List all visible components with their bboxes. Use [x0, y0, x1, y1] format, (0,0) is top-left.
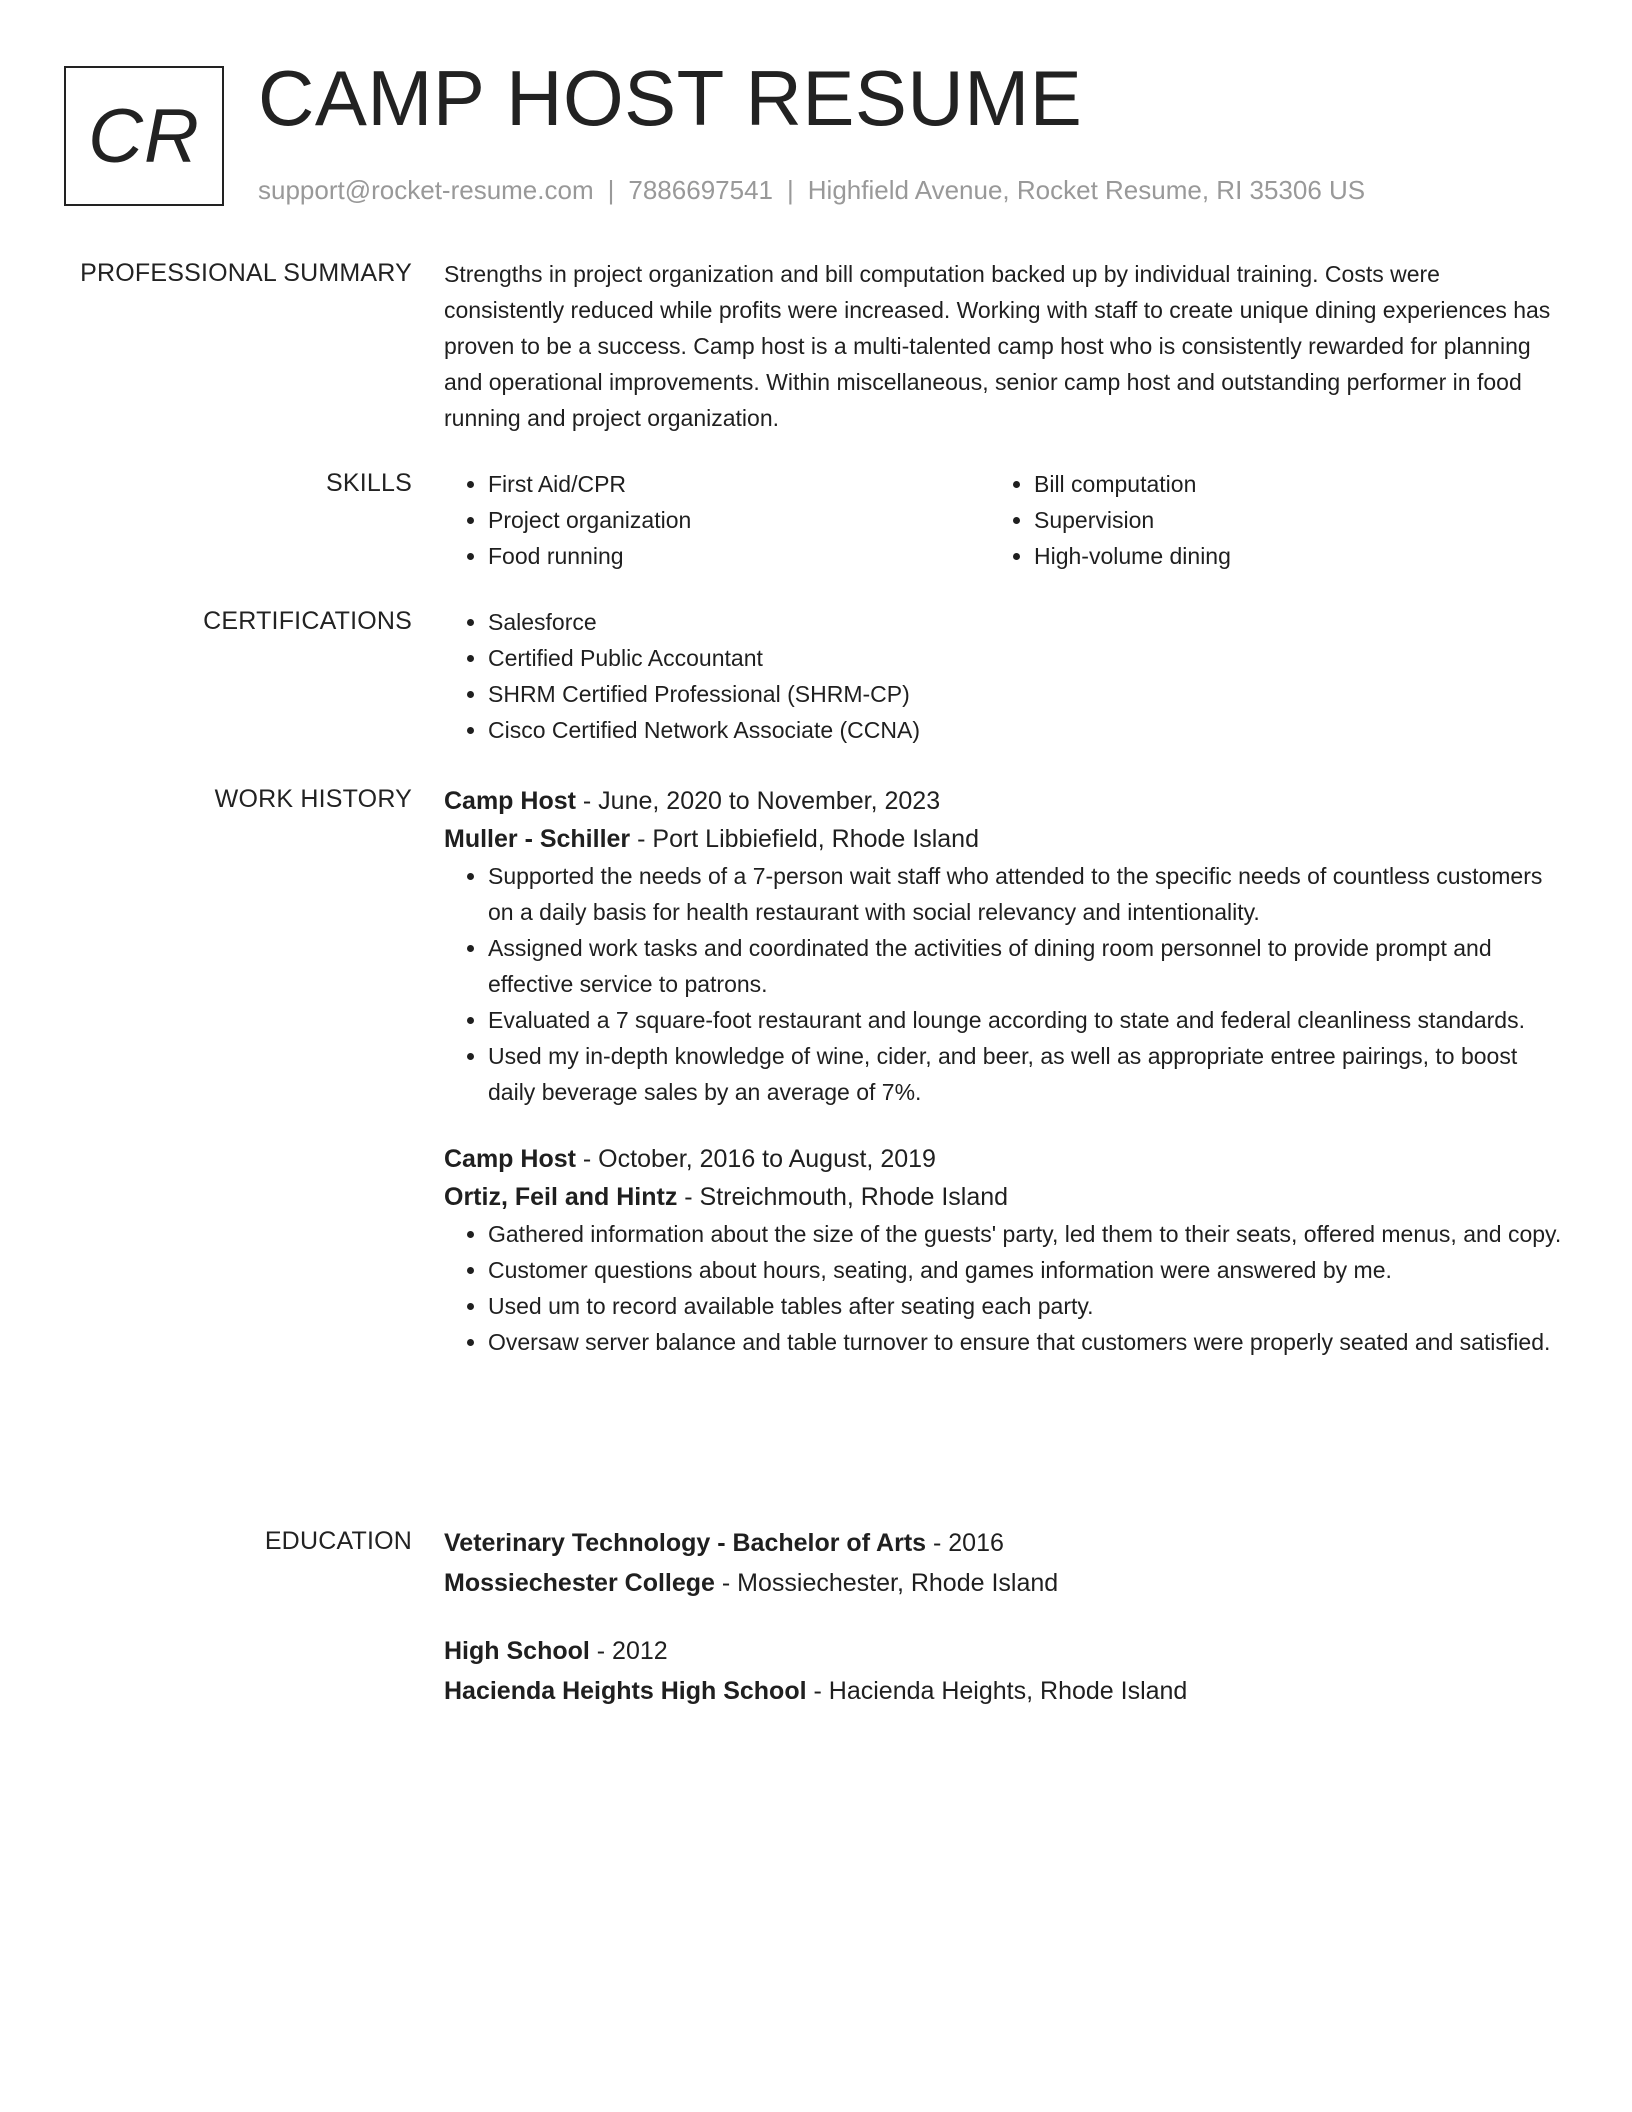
job-bullet: • Gathered information about the size of the guests' party, led them to their seats, offered menus, and copy.: [488, 1216, 1564, 1252]
education-location: - Mossiechester, Rhode Island: [714, 1569, 1059, 1597]
skills-column-1: [444, 466, 990, 574]
job-company: Ortiz, Feil and Hintz: [444, 1183, 678, 1211]
education-year: - 2016: [926, 1529, 1004, 1557]
monogram-initials: CR: [88, 93, 200, 179]
job-entry: [444, 1140, 1564, 1360]
job-dates: - June, 2020 to November, 2023: [575, 787, 941, 815]
section-label-summary: PROFESSIONAL SUMMARY: [80, 259, 412, 287]
skill-item: • Food running: [488, 538, 990, 574]
job-company-line: [444, 1178, 1564, 1216]
job-title-line: [444, 1140, 1564, 1178]
monogram-box: [64, 66, 224, 206]
education-degree-line: [444, 1632, 1564, 1670]
skills-column-2: [990, 466, 1536, 574]
certification-item: • SHRM Certified Professional (SHRM-CP): [488, 676, 1564, 712]
job-dates: - October, 2016 to August, 2019: [575, 1145, 936, 1173]
education-year: - 2012: [589, 1637, 668, 1665]
summary-body: [444, 256, 1564, 436]
education-school: Hacienda Heights High School: [444, 1677, 807, 1705]
resume-title: CAMP HOST RESUME: [258, 54, 1083, 142]
certifications-body: [444, 604, 1564, 748]
section-label-skills: SKILLS: [326, 469, 412, 497]
skill-item: • High-volume dining: [1034, 538, 1536, 574]
section-label-certifications: CERTIFICATIONS: [203, 607, 412, 635]
skill-item: • Bill computation: [1034, 466, 1536, 502]
education-degree-line: [444, 1524, 1564, 1562]
education-entry: [444, 1524, 1564, 1602]
certification-item: • Salesforce: [488, 604, 1564, 640]
job-title: Camp Host: [444, 1145, 576, 1173]
job-bullets: [444, 858, 1564, 1110]
education-body: [444, 1524, 1564, 1710]
job-bullets: [444, 1216, 1564, 1360]
job-bullet: • Supported the needs of a 7-person wait staff who attended to the specific needs of countless customers on a daily basis for health restaurant with social relevancy and intentionality.: [488, 858, 1564, 930]
job-company-line: [444, 820, 1564, 858]
job-bullet: • Customer questions about hours, seating, and games information were answered by me.: [488, 1252, 1564, 1288]
job-entry: [444, 782, 1564, 1110]
certification-item: • Cisco Certified Network Associate (CCNA): [488, 712, 1564, 748]
job-bullet: • Used my in-depth knowledge of wine, cider, and beer, as well as appropriate entree pairings, to boost daily beverage sales by an average of 7%.: [488, 1038, 1564, 1110]
contact-separator: |: [607, 175, 615, 205]
skill-item: • First Aid/CPR: [488, 466, 990, 502]
contact-phone[interactable]: 7886697541: [628, 175, 773, 205]
job-title: Camp Host: [444, 787, 576, 815]
education-entry: [444, 1632, 1564, 1710]
job-bullet: • Evaluated a 7 square-foot restaurant and lounge according to state and federal cleanliness standards.: [488, 1002, 1564, 1038]
education-school-line: [444, 1564, 1564, 1602]
work-history-body: [444, 782, 1564, 1360]
education-location: - Hacienda Heights, Rhode Island: [806, 1677, 1188, 1705]
education-school: Mossiechester College: [444, 1569, 715, 1597]
contact-email[interactable]: support@rocket-resume.com: [258, 175, 594, 205]
job-location: - Port Libbiefield, Rhode Island: [630, 825, 979, 853]
section-label-work-history: WORK HISTORY: [214, 785, 412, 813]
skill-item: • Project organization: [488, 502, 990, 538]
skills-body: [444, 466, 1564, 574]
job-company: Muller - Schiller: [444, 825, 631, 853]
job-location: - Streichmouth, Rhode Island: [677, 1183, 1009, 1211]
summary-text: Strengths in project organization and bill computation backed up by individual training. Costs were consistently reduced while profits were increased. Working with staff to create unique dining experiences has proven to be a success. Camp host is a multi-talented camp host who is consistently rewarded for planning and operational improvements. Within miscellaneous, senior camp host and outstanding performer in food running and project organization.: [444, 261, 1551, 431]
certification-item: • Certified Public Accountant: [488, 640, 1564, 676]
contact-separator: |: [787, 175, 794, 205]
job-title-line: [444, 782, 1564, 820]
education-degree: Veterinary Technology - Bachelor of Arts: [444, 1529, 927, 1557]
job-bullet: • Assigned work tasks and coordinated the activities of dining room personnel to provide prompt and effective service to patrons.: [488, 930, 1564, 1002]
education-school-line: [444, 1672, 1564, 1710]
job-bullet: • Oversaw server balance and table turnover to ensure that customers were properly seated and satisfied.: [488, 1324, 1564, 1360]
skill-item: • Supervision: [1034, 502, 1536, 538]
job-bullet: • Used um to record available tables after seating each party.: [488, 1288, 1564, 1324]
section-label-education: EDUCATION: [264, 1527, 412, 1555]
education-degree: High School: [444, 1637, 590, 1665]
contact-address: Highfield Avenue, Rocket Resume, RI 35306 US: [807, 175, 1366, 205]
contact-line: [258, 172, 1365, 208]
